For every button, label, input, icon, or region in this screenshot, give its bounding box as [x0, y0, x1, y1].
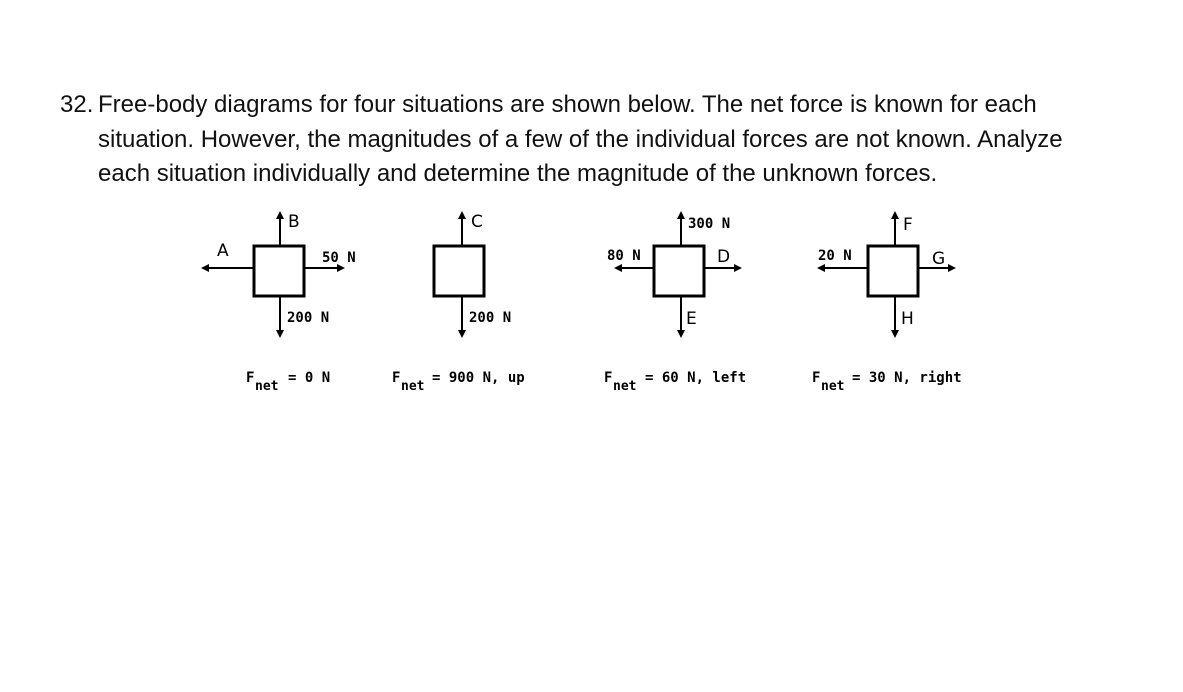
fnet-symbol: F — [246, 370, 255, 386]
fnet-subscript: net — [821, 379, 845, 394]
fnet-subscript: net — [401, 379, 425, 394]
arrowhead — [734, 264, 742, 272]
arrowhead — [891, 211, 899, 219]
fnet-value: = 900 N, up — [432, 370, 525, 386]
net-force-label — [392, 370, 525, 394]
fnet-value: = 0 N — [288, 370, 331, 386]
fnet-value: = 60 N, left — [645, 370, 747, 386]
label-up: C — [471, 212, 483, 232]
label-right: D — [717, 247, 731, 267]
label-down: 200 N — [287, 310, 330, 326]
fnet-subscript: net — [613, 379, 637, 394]
diagram-1 — [201, 211, 356, 394]
object-box — [254, 246, 304, 296]
arrowhead — [614, 264, 622, 272]
label-down: E — [686, 309, 697, 329]
arrowhead — [458, 211, 466, 219]
net-force-label — [604, 370, 746, 394]
label-up: B — [288, 212, 300, 232]
label-left: 80 N — [607, 248, 641, 264]
arrowhead — [677, 211, 685, 219]
object-box — [868, 246, 918, 296]
arrowhead — [891, 330, 899, 338]
arrowhead — [948, 264, 956, 272]
arrowhead — [201, 264, 209, 272]
fnet-subscript: net — [255, 379, 279, 394]
fnet-symbol: F — [604, 370, 613, 386]
label-left: A — [217, 241, 229, 261]
fnet-value: = 30 N, right — [852, 370, 962, 386]
arrowhead — [276, 330, 284, 338]
label-right: G — [932, 249, 946, 269]
label-right: 50 N — [322, 250, 356, 266]
fnet-symbol: F — [812, 370, 821, 386]
question-number: 32. — [60, 91, 94, 118]
question-text-line-3: each situation individually and determine the magnitude of the unknown forces. — [98, 160, 938, 187]
label-up: 300 N — [688, 216, 731, 232]
diagram-3 — [604, 211, 746, 394]
question-text-line-2: situation. However, the magnitudes of a few of the individual forces are not known. Analyze — [98, 126, 1063, 153]
label-down: 200 N — [469, 310, 512, 326]
net-force-label — [812, 370, 962, 394]
diagram-2 — [392, 211, 525, 394]
object-box — [434, 246, 484, 296]
fnet-symbol: F — [392, 370, 401, 386]
arrowhead — [458, 330, 466, 338]
net-force-label — [246, 370, 330, 394]
question-text-line-1: Free-body diagrams for four situations are shown below. The net force is known for each — [98, 91, 1037, 118]
diagram-4 — [812, 211, 962, 394]
label-up: F — [903, 215, 913, 235]
label-left: 20 N — [818, 248, 852, 264]
arrowhead — [817, 264, 825, 272]
object-box — [654, 246, 704, 296]
arrowhead — [276, 211, 284, 219]
arrowhead — [677, 330, 685, 338]
label-down: H — [901, 309, 914, 329]
